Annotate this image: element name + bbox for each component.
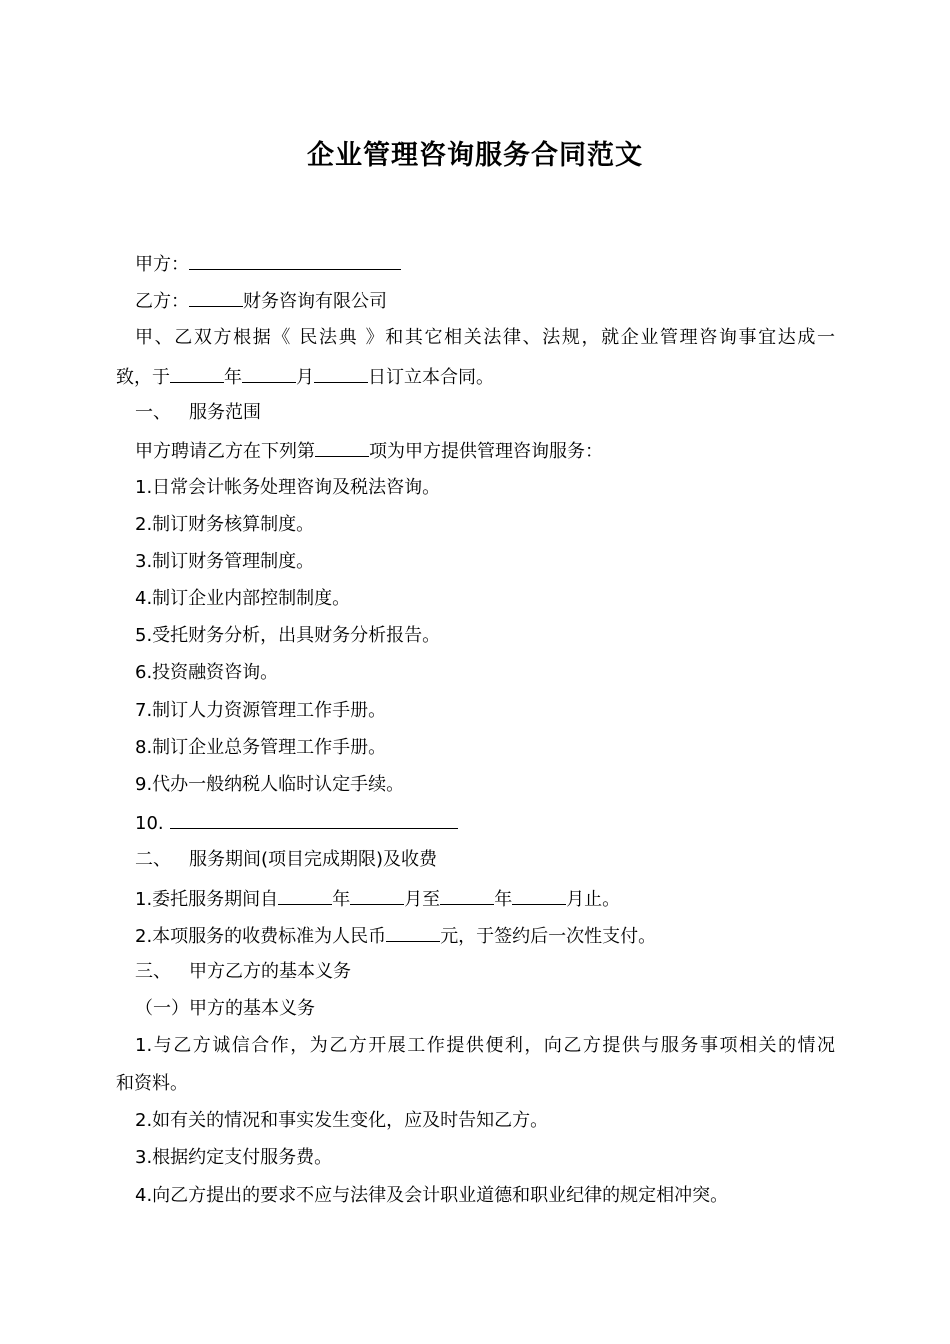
section-2-item-1-a: 1.委托服务期间自	[135, 889, 279, 910]
section-3-item-1-line-1: 1.与乙方诚信合作，为乙方开展工作提供便利，向乙方提供与服务事项相关的情况	[135, 1035, 835, 1056]
party-a-line	[135, 251, 401, 277]
list-item: 1.日常会计帐务处理咨询及税法咨询。	[135, 477, 441, 498]
year-blank	[170, 364, 224, 383]
party-b-suffix: 财务咨询有限公司	[243, 291, 387, 312]
section-3-subheading: （一）甲方的基本义务	[135, 998, 315, 1019]
section-2-number: 二、	[135, 849, 171, 870]
item-10-number: 10.	[135, 813, 164, 834]
list-item: 8.制订企业总务管理工作手册。	[135, 737, 387, 758]
section-1-heading	[135, 401, 261, 425]
end-month-blank	[512, 886, 566, 905]
section-2-heading	[135, 848, 437, 872]
start-month-blank	[350, 886, 404, 905]
preamble-text-a: 致，于	[116, 367, 170, 388]
section-2-item-2-a: 2.本项服务的收费标准为人民币	[135, 926, 387, 947]
fee-blank	[386, 923, 440, 942]
party-a-label: 甲方：	[135, 254, 189, 275]
section-2-item-1-d: 年	[494, 889, 513, 910]
item-10-blank	[170, 810, 458, 829]
section-2-item-2	[135, 923, 656, 949]
section-2-item-1	[135, 886, 620, 912]
section-2-item-1-c: 月至	[404, 889, 441, 910]
list-item: 4.制订企业内部控制制度。	[135, 588, 351, 609]
section-3-title: 甲方乙方的基本义务	[189, 961, 351, 982]
section-1-intro	[135, 438, 603, 464]
list-item: 5.受托财务分析，出具财务分析报告。	[135, 625, 441, 646]
section-3-number: 三、	[135, 961, 171, 982]
section-1-number: 一、	[135, 402, 171, 423]
section-3-item-1-line-2: 和资料。	[116, 1073, 188, 1094]
section-2-item-2-b: 元，于签约后一次性支付。	[440, 926, 657, 947]
list-item: 3.根据约定支付服务费。	[135, 1147, 333, 1168]
list-item: 2.如有关的情况和事实发生变化，应及时告知乙方。	[135, 1110, 549, 1131]
party-a-blank	[189, 251, 401, 270]
month-blank	[242, 364, 296, 383]
party-b-blank	[189, 288, 243, 307]
preamble-text-b: 年	[224, 367, 242, 388]
day-blank	[314, 364, 368, 383]
section-1-intro-b: 项为甲方提供管理咨询服务：	[369, 441, 603, 462]
list-item: 4.向乙方提出的要求不应与法律及会计职业道德和职业纪律的规定相冲突。	[135, 1185, 729, 1206]
section-3-heading	[135, 960, 351, 984]
item-number-blank	[315, 438, 369, 457]
list-item: 7.制订人力资源管理工作手册。	[135, 700, 387, 721]
end-year-blank	[440, 886, 494, 905]
section-2-title: 服务期间(项目完成期限)及收费	[189, 849, 438, 870]
party-b-label: 乙方：	[135, 291, 189, 312]
list-item: 3.制订财务管理制度。	[135, 551, 315, 572]
preamble-line-2	[116, 364, 494, 390]
list-item: 2.制订财务核算制度。	[135, 514, 315, 535]
party-b-line	[135, 288, 387, 314]
section-1-intro-a: 甲方聘请乙方在下列第	[135, 441, 315, 462]
list-item-10	[135, 810, 458, 836]
start-year-blank	[278, 886, 332, 905]
list-item: 6.投资融资咨询。	[135, 662, 279, 683]
list-item: 9.代办一般纳税人临时认定手续。	[135, 774, 405, 795]
preamble-text-c: 月	[296, 367, 314, 388]
section-2-item-1-e: 月止。	[566, 889, 621, 910]
section-1-title: 服务范围	[189, 402, 261, 423]
preamble-text-d: 日订立本合同。	[368, 367, 494, 388]
preamble-line-1: 甲、乙双方根据《 民法典 》和其它相关法律、法规，就企业管理咨询事宜达成一	[135, 327, 835, 348]
section-2-item-1-b: 年	[332, 889, 351, 910]
document-title: 企业管理咨询服务合同范文	[307, 140, 643, 171]
